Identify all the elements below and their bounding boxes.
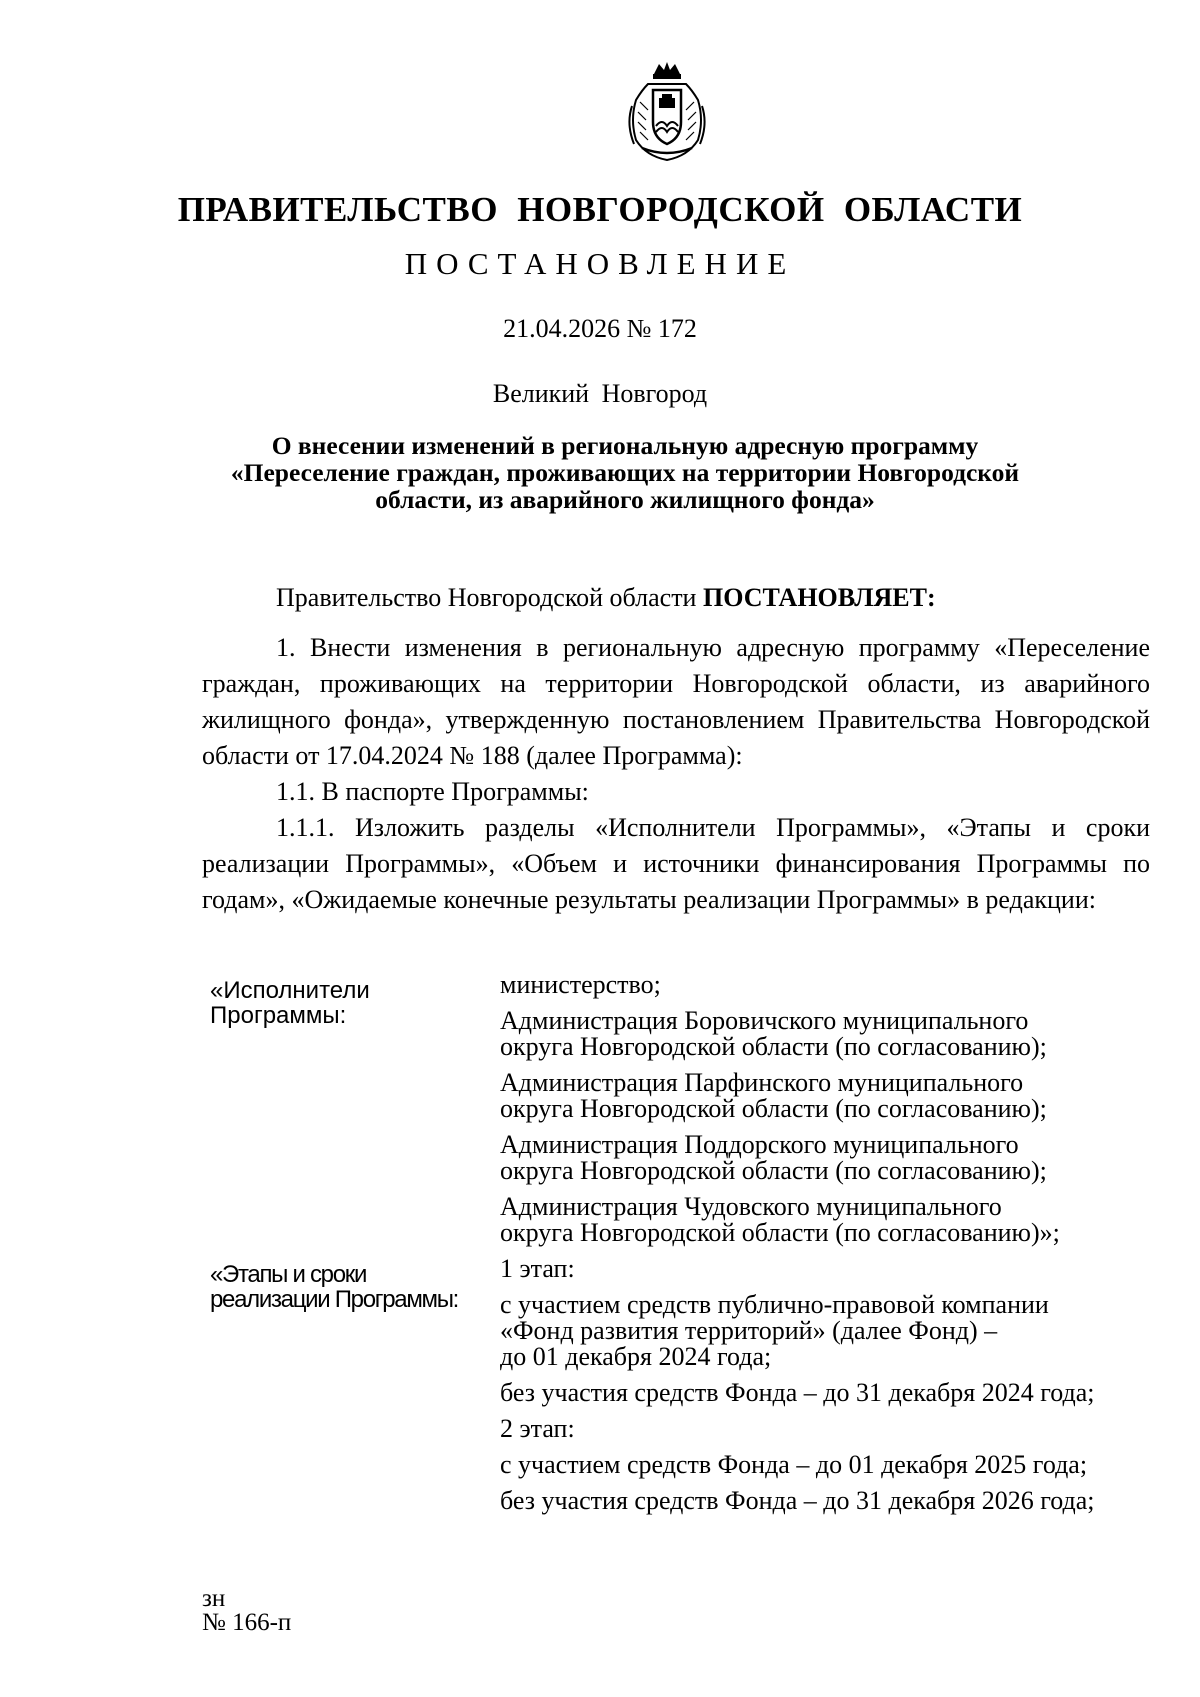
stages-values [500, 1256, 1150, 1524]
executor-item: Администрация Поддорского муниципального округа Новгородской области (по согласованию); [500, 1130, 1047, 1185]
executors-row [210, 972, 1150, 1256]
stage-item: 2 этап: [500, 1414, 575, 1443]
organization-title: ПРАВИТЕЛЬСТВО НОВГОРОДСКОЙ ОБЛАСТИ [177, 190, 1023, 229]
coat-of-arms-emblem [626, 60, 708, 162]
document-city: Великий Новгород [492, 379, 708, 408]
stage-item: без участия средств Фонда – до 31 декабря 2026 года; [500, 1486, 1095, 1515]
subject-line: О внесении изменений в региональную адресную программу [271, 431, 979, 460]
stages-row [210, 1256, 1150, 1524]
executor-item: министерство; [500, 970, 661, 999]
stage-item: с участием средств публично-правовой компании «Фонд развития территорий» (далее Фонд) – до 01 декабря 2024 года; [500, 1290, 1049, 1371]
decree-paragraph [202, 580, 1150, 616]
item-1-paragraph: 1. Внести изменения в региональную адресную программу «Переселение граждан, проживающих на территории Новгородской области, из аварийного жилищного фонда», утвержденную постановлением Правительства Новгородской области от 17.04.2024 № 188 (далее Программа): [202, 633, 1150, 770]
item-1-1-paragraph: 1.1. В паспорте Программы: [276, 777, 589, 806]
item-1-1-1-paragraph: 1.1.1. Изложить разделы «Исполнители Программы», «Этапы и сроки реализации Программы», «Объем и источники финансирования Программы по годам», «Ожидаемые конечные результаты реализации Программы» в редакции: [202, 813, 1150, 914]
executors-label: «Исполнители Программы: [210, 977, 370, 1029]
document-type: ПОСТАНОВЛЕНИЕ [404, 246, 796, 281]
executors-values [500, 972, 1150, 1256]
document-footer [202, 1587, 291, 1635]
decree-intro: Правительство Новгородской области [276, 583, 703, 612]
subject-line: области, из аварийного жилищного фонда» [375, 485, 875, 514]
footer-number: № 166-п [202, 1609, 292, 1636]
stages-label: «Этапы и сроки реализации Программы: [210, 1261, 459, 1313]
footer-initials: зн [202, 1585, 226, 1612]
document-date-number: 21.04.2026 № 172 [503, 314, 697, 343]
executor-item: Администрация Чудовского муниципального округа Новгородской области (по согласованию)»; [500, 1192, 1060, 1247]
stage-item: с участием средств Фонда – до 01 декабря 2025 года; [500, 1450, 1088, 1479]
stage-item: без участия средств Фонда – до 31 декабря 2024 года; [500, 1378, 1095, 1407]
subject-line: «Переселение граждан, проживающих на территории Новгородской [230, 458, 1020, 487]
stage-item: 1 этап: [500, 1254, 575, 1283]
passport-table [210, 972, 1150, 1524]
executor-item: Администрация Парфинского муниципального округа Новгородской области (по согласованию); [500, 1068, 1047, 1123]
executor-item: Администрация Боровичского муниципального округа Новгородской области (по согласованию); [500, 1006, 1047, 1061]
document-subject [200, 432, 1050, 513]
decree-word: ПОСТАНОВЛЯЕТ: [702, 583, 936, 612]
